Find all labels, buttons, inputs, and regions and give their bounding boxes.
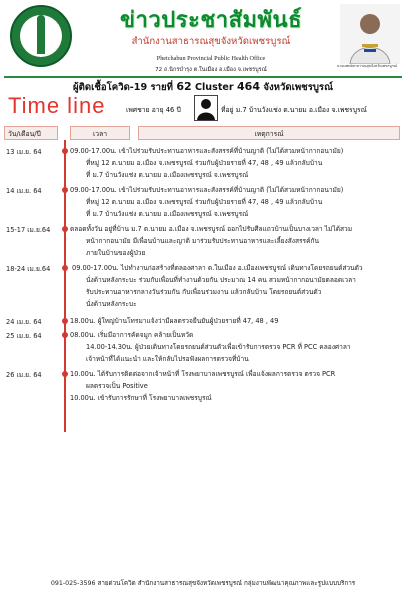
person-icon [194,95,218,121]
page-title: ข่าวประชาสัมพันธ์ [119,7,303,33]
entry-line: ที่หมู่ 12 ต.นายม อ.เมือง จ.เพชรบูรณ์ ร่วมกับผู้ป่วยรายที่ 47, 48 , 49 แล้วกลับบ้าน [86,198,323,206]
timeline-dot [62,226,68,232]
entry-line: ผลตรวจเป็น Positive [86,382,148,390]
entry-date: 26 เม.ย. 64 [6,371,42,379]
official-portrait [340,4,400,64]
entry-line: ที่หมู่ 12 ต.นายม อ.เมือง จ.เพชรบูรณ์ ร่วมกับผู้ป่วยรายที่ 47, 48 , 49 แล้วกลับบ้าน [86,159,323,167]
entry-date: 24 เม.ย. 64 [6,318,42,326]
footer-hotline: 091-025-3596 สายด่วนโควิด สำนักงานสาธารณสุขจังหวัดเพชรบูรณ์ กลุ่มงานพัฒนาคุณภาพและรูปแบบบริการ [50,580,356,587]
province-name: จังหวัดเพชรบูรณ์ [263,82,333,93]
office-name-en: Phetchabun Provincial Public Health Office [156,55,266,62]
page-subtitle: สำนักงานสาธารณสุขจังหวัดเพชรบูรณ์ [131,36,291,47]
entry-line: เจ้าหน้าที่ได้แนะนำ และให้กลับไปรอฟังผลการตรวจที่บ้าน [86,355,249,363]
entry-line: 10.00น. เข้ารับการรักษาที่ โรงพยาบาลเพชรบูรณ์ [70,394,212,402]
timeline-dot [62,187,68,193]
entry-line: 09.00-17.00น. เข้าไปร่วมรับประทานอาหารและสังสรรค์ที่บ้านญาติ (ไม่ได้สวมหน้ากากอนามัย) [70,147,344,155]
entry-date: 15-17 เม.ย.64 [6,226,51,234]
timeline-dot [62,318,68,324]
entry-line: ที่ ม.7 บ้านวังแช่ง ต.นายม อ.เมืองเพชรบูรณ์ จ.เพชรบูรณ์ [86,171,249,179]
entry-date: 18-24 เม.ย.64 [6,265,51,273]
cluster-number: 464 [237,80,260,93]
timeline-title: Time line [8,93,106,118]
entry-line: 10.00น. ได้รับการติดต่อจากเจ้าหน้าที่ โรงพยาบาลเพชรบูรณ์ เพื่อแจ้งผลการตรวจ ตรวจ PCR [70,370,336,378]
headline-prefix: ผู้ติดเชื้อโควิด-19 รายที่ [72,82,173,93]
column-header-time: เวลา [70,126,130,140]
entry-line: 09.00-17.00น. ไปทำงานก่อสร้างที่ตลองศาลา ต.ในเมือง อ.เมืองเพชรบูรณ์ เดินทางโดยรถยนต์ส่วนตัว [72,264,363,272]
entry-line: รับประทานอาหารกลางวันร่วมกัน กับเพื่อนร่วมงาน แล้วกลับบ้าน โดยรถยนต์ส่วนตัว [86,288,322,296]
portrait-caption: นายแพทย์สาธารณสุขจังหวัดเพชรบูรณ์ [336,64,398,68]
entry-date: 14 เม.ย. 64 [6,187,42,195]
entry-line: ตลอดทั้งวัน อยู่ที่บ้าน ม.7 ต.นายม อ.เมือง จ.เพชรบูรณ์ ออกไปรับศีลแถวบ้านเป็นบางเวลา ไม่ได้สวม [70,225,353,233]
entry-line: 18.00น. ผู้ใหญ่บ้านโทรมาแจ้งว่ามีผลตรวจยืนยันผู้ป่วยรายที่ 47, 48 , 49 [70,317,279,325]
column-header-date: วัน/เดือน/ปี [4,126,58,140]
patient-info: เพศชาย อายุ 46 ปี [126,106,181,114]
header-divider [4,76,402,78]
timeline-dot [62,148,68,154]
entry-line: ที่ ม.7 บ้านวังแช่ง ต.นายม อ.เมืองเพชรบูรณ์ จ.เพชรบูรณ์ [86,210,249,218]
entry-line: 08.00น. เริ่มมีอาการคัดจมูก คล้ายเป็นหวัด [70,331,194,339]
office-address: 72 ถ.นิกรบำรุง ต.ในเมือง อ.เมือง จ.เพชรบูรณ์ [155,67,267,73]
cluster-label: Cluster [194,82,234,93]
case-number: 62 [176,80,192,93]
entry-line: 14.00-14.30น. ผู้ป่วยเดินทางโดยรถยนต์ส่วนตัวเพื่อเข้ารับการตรวจ PCR ที่ PCC คลองศาลา [86,343,351,351]
entry-line: หน้ากากอนามัย มีเพื่อนบ้านและญาติ มาร่วมรับประทานอาหารและเลี้ยงสังสรรค์กัน [86,237,319,245]
entry-line: นั่งด้านหลังกระบะ ร่วมกับเพื่อนที่ทำงานด้วยกัน ประมาณ 14 คน สวมหน้ากากอนามัยตลอดเวลา [86,276,356,284]
timeline-dot [62,371,68,377]
entry-line: 09.00-17.00น. เข้าไปร่วมรับประทานอาหารและสังสรรค์ที่บ้านญาติ (ไม่ได้สวมหน้ากากอนามัย) [70,186,344,194]
patient-location: ที่อยู่ ม.7 บ้านวังแช่ง ต.นายม อ.เมือง จ.เพชรบูรณ์ [221,106,367,114]
entry-date: 13 เม.ย. 64 [6,148,42,156]
ministry-logo [6,4,76,68]
timeline-dot [62,332,68,338]
timeline-dot [62,265,68,271]
column-header-event: เหตุการณ์ [138,126,400,140]
entry-line: นั่งด้านหลังกระบะ [86,300,137,308]
entry-line: ภายในบ้านของผู้ป่วย [86,249,146,257]
timeline-axis [64,140,66,432]
entry-date: 25 เม.ย. 64 [6,332,42,340]
